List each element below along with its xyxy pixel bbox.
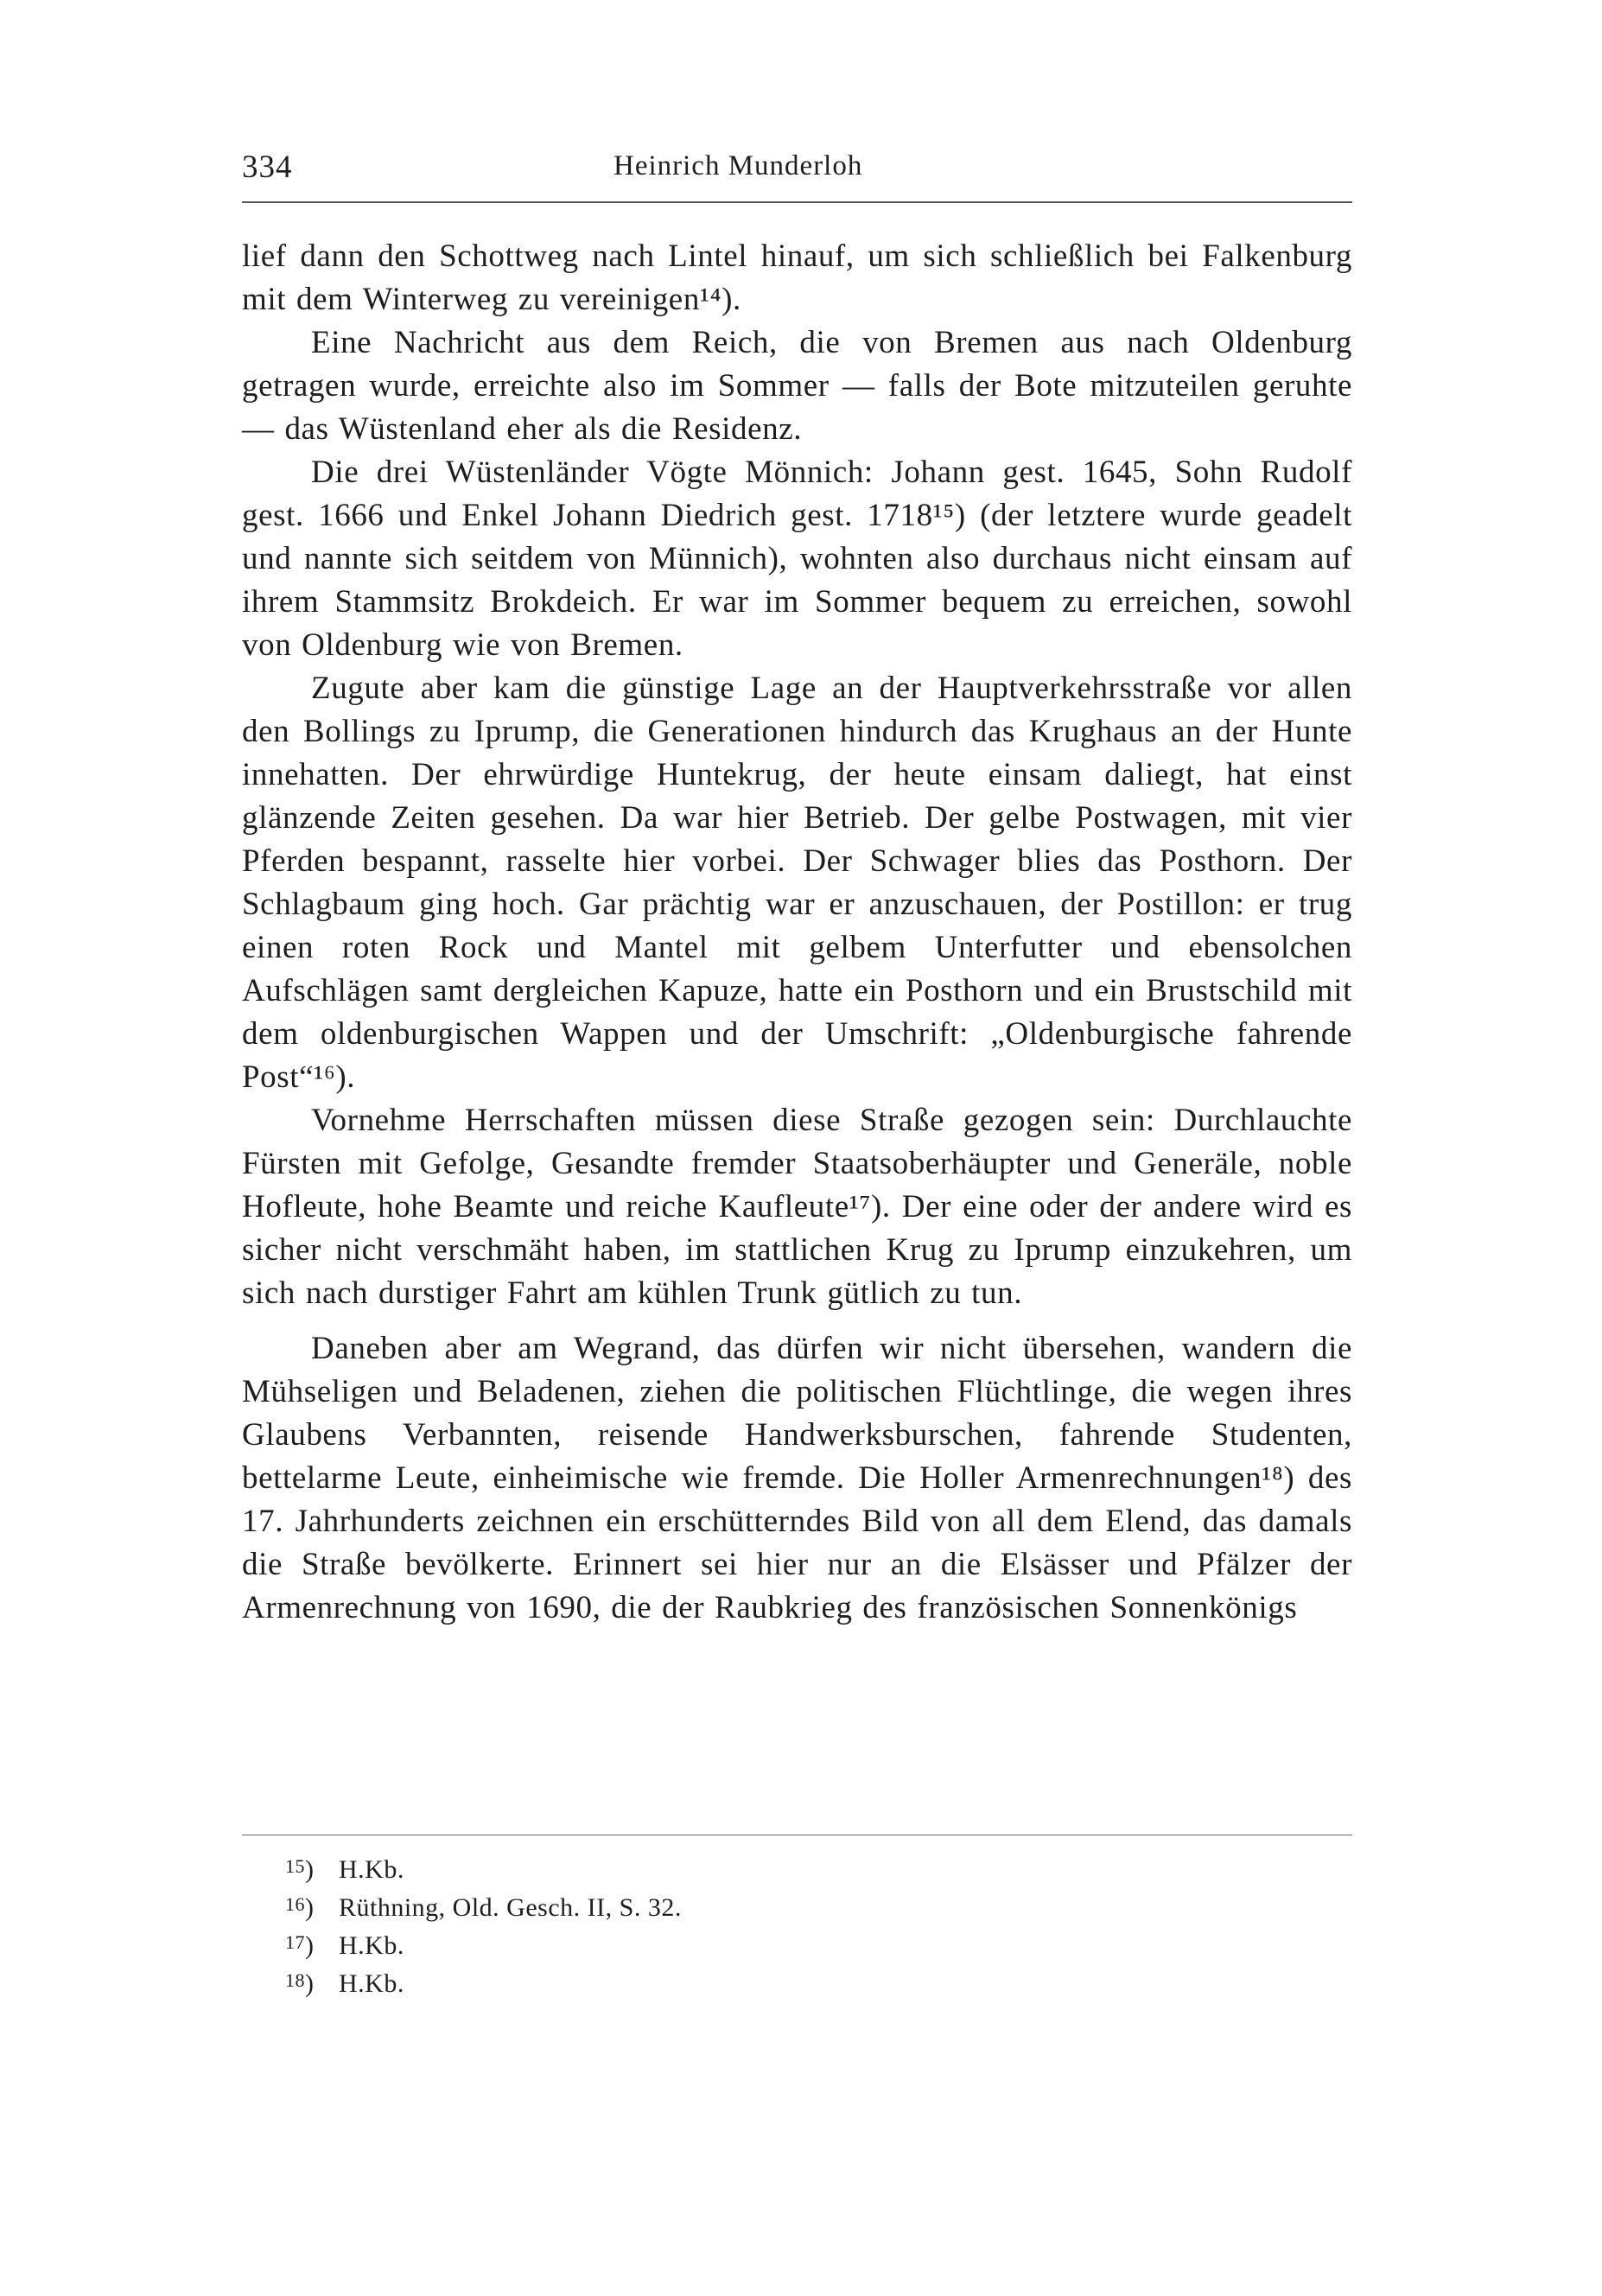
paragraph-4: Zugute aber kam die günstige Lage an der Hauptverkehrsstraße vor allen den Bollings zu Iprump, die Generationen hindurch das Krughaus an der Hunte innehatten. Der ehrwürdige Huntekrug, der heute einsam daliegt, hat einst glänzende Zeiten gesehen. Da war hier Betrieb. Der gelbe Postwagen, mit vier Pferden bespannt, rasselte hier vorbei. Der Schwager blies das Posthorn. Der Schlagbaum ging hoch. Gar prächtig war er anzuschauen, der Postillon: er trug einen roten Rock und Mantel mit gelbem Unterfutter und ebensolchen Aufschlägen samt dergleichen Kapuze, hatte ein Posthorn und ein Brustschild mit dem oldenburgischen Wappen und der Umschrift: „Oldenburgische fahrende Post“¹⁶). [242,671,1352,1095]
footnote-mark: 16) [285,1893,315,1922]
paragraph-2: Eine Nachricht aus dem Reich, die von Bremen aus nach Oldenburg getragen wurde, erreichte also im Sommer — falls der Bote mitzuteilen geruhte — das Wüstenland eher als die Residenz. [242,325,1352,447]
footnote-16 [285,1887,1236,1925]
page-number: 334 [242,149,293,185]
footnote-17 [285,1925,1236,1963]
footnote-text: Rüthning, Old. Gesch. II, S. 32. [339,1893,682,1922]
paragraph-3: Die drei Wüstenländer Vögte Mönnich: Johann gest. 1645, Sohn Rudolf gest. 1666 und Enkel Johann Diedrich gest. 1718¹⁵) (der letztere wurde geadelt und nannte sich seitdem von Münnich), wohnten also durchaus nicht einsam auf ihrem Stammsitz Brokdeich. Er war im Sommer bequem zu erreichen, sowohl von Oldenburg wie von Bremen. [242,455,1352,663]
footnotes [285,1849,1236,2001]
footnote-text: H.Kb. [339,1931,404,1960]
footnote-mark: 15) [285,1855,315,1884]
footnote-mark: 18) [285,1969,315,1998]
paragraph-1: lief dann den Schottweg nach Lintel hinauf, um sich schließlich bei Falkenburg mit dem Winterweg zu vereinigen¹⁴). [242,239,1352,317]
footnote-18 [285,1963,1236,2001]
footnote-text: H.Kb. [339,1855,404,1884]
paragraph-6: Daneben aber am Wegrand, das dürfen wir nicht übersehen, wandern die Mühseligen und Beladenen, ziehen die politischen Flüchtlinge, die wegen ihres Glaubens Verbannten, reisende Handwerksburschen, fahrende Studenten, bettelarme Leute, einheimische wie fremde. Die Holler Armenrechnungen¹⁸) des 17. Jahrhunderts zeichnen ein erschütterndes Bild von all dem Elend, das damals die Straße bevölkerte. Erinnert sei hier nur an die Elsässer und Pfälzer der Armenrechnung von 1690, die der Raubkrieg des französischen Sonnenkönigs [242,1331,1352,1625]
footnote-text: H.Kb. [339,1969,404,1998]
page-header [242,138,1352,190]
running-head: Heinrich Munderloh [613,150,863,181]
header-rule [242,201,1352,203]
paragraph-5: Vornehme Herrschaften müssen diese Straße gezogen sein: Durchlauchte Fürsten mit Gefolge, Gesandte fremder Staatsoberhäupter und Generäle, noble Hofleute, hohe Beamte und reiche Kaufleute¹⁷). Der eine oder der andere wird es sicher nicht verschmäht haben, im stattlichen Krug zu Iprump einzukehren, um sich nach durstiger Fahrt am kühlen Trunk gütlich zu tun. [242,1103,1352,1311]
footnote-15 [285,1849,1236,1887]
body-text [242,235,1352,1630]
footnote-mark: 17) [285,1931,315,1960]
